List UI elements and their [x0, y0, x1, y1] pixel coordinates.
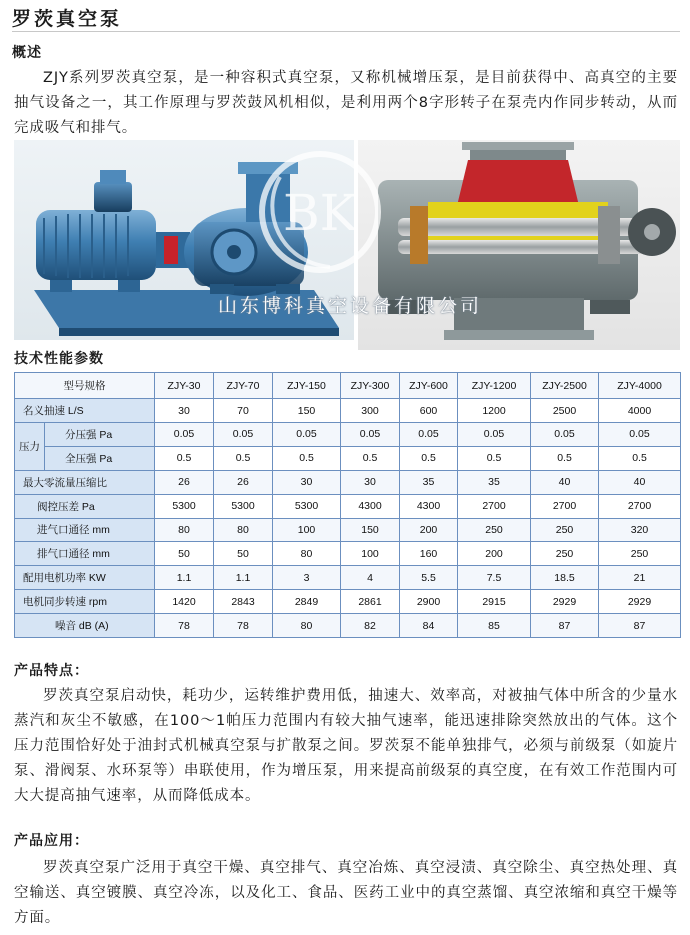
table-row: [15, 590, 681, 614]
table-cell: 80: [155, 518, 214, 542]
table-row: [15, 470, 681, 494]
table-cell: 50: [214, 542, 273, 566]
table-cell: 3: [273, 566, 341, 590]
table-cell: 0.5: [531, 446, 599, 470]
table-cell: 5300: [155, 494, 214, 518]
table-cell: 0.5: [458, 446, 531, 470]
table-cell: 1.1: [214, 566, 273, 590]
table-cell: 0.5: [599, 446, 681, 470]
pump-cutaway-illustration: [358, 140, 680, 350]
table-cell: 200: [400, 518, 458, 542]
spec-table: [14, 372, 681, 638]
header-model: ZJY-2500: [531, 373, 599, 399]
table-cell: 2861: [341, 590, 400, 614]
table-cell: 0.05: [273, 422, 341, 446]
table-cell: 0.5: [214, 446, 273, 470]
table-cell: 1420: [155, 590, 214, 614]
watermark-logo-text: BK: [282, 184, 358, 242]
pressure-group-label: 压力: [15, 422, 45, 470]
table-cell: 40: [599, 470, 681, 494]
row-label: 分压强 Pa: [45, 422, 155, 446]
table-cell: 250: [458, 518, 531, 542]
table-row: [15, 494, 681, 518]
header-model: ZJY-150: [273, 373, 341, 399]
table-cell: 2500: [531, 399, 599, 423]
overview-text: ZJY系列罗茨真空泵，是一种容积式真空泵，又称机械增压泵，是目前获得中、高真空的主要抽气设备之一，其工作原理与罗茨鼓风机相似，是利用两个8字形转子在泵壳内作同步转动，从而完成吸气和排气。: [14, 70, 678, 136]
table-cell: 600: [400, 399, 458, 423]
table-row: [15, 614, 681, 638]
table-cell: 80: [273, 542, 341, 566]
table-cell: 18.5: [531, 566, 599, 590]
row-label: 阀控压差 Pa: [15, 494, 155, 518]
applications-heading: 产品应用：: [14, 833, 89, 849]
table-cell: 78: [155, 614, 214, 638]
header-model: ZJY-30: [155, 373, 214, 399]
table-cell: 82: [341, 614, 400, 638]
table-cell: 0.05: [400, 422, 458, 446]
header-model: ZJY-600: [400, 373, 458, 399]
header-model: ZJY-300: [341, 373, 400, 399]
table-cell: 250: [531, 518, 599, 542]
table-cell: 85: [458, 614, 531, 638]
table-cell: 4300: [341, 494, 400, 518]
table-cell: 5300: [273, 494, 341, 518]
title-divider: [12, 31, 680, 32]
table-cell: 0.5: [155, 446, 214, 470]
table-cell: 78: [214, 614, 273, 638]
table-row: [15, 566, 681, 590]
table-cell: 30: [341, 470, 400, 494]
row-label: 配用电机功率 KW: [15, 566, 155, 590]
table-cell: 84: [400, 614, 458, 638]
table-cell: 200: [458, 542, 531, 566]
company-watermark-text: 山东博科真空设备有限公司: [218, 295, 483, 317]
table-cell: 80: [273, 614, 341, 638]
table-cell: 2929: [531, 590, 599, 614]
row-label: 噪音 dB (A): [15, 614, 155, 638]
table-cell: 2900: [400, 590, 458, 614]
table-cell: 0.05: [599, 422, 681, 446]
table-row: [15, 518, 681, 542]
table-cell: 2700: [458, 494, 531, 518]
table-cell: 4000: [599, 399, 681, 423]
table-cell: 2929: [599, 590, 681, 614]
table-cell: 160: [400, 542, 458, 566]
table-cell: 21: [599, 566, 681, 590]
table-row: [15, 422, 681, 446]
table-cell: 35: [400, 470, 458, 494]
table-cell: 35: [458, 470, 531, 494]
table-cell: 250: [531, 542, 599, 566]
features-heading: 产品特点：: [14, 663, 89, 679]
page-title: 罗茨真空泵: [12, 8, 123, 30]
table-row: [15, 446, 681, 470]
table-cell: 1200: [458, 399, 531, 423]
header-model-label: 型号规格: [15, 373, 155, 399]
table-cell: 0.5: [273, 446, 341, 470]
table-cell: 0.05: [458, 422, 531, 446]
applications-text: 罗茨真空泵广泛用于真空干燥、真空排气、真空冶炼、真空浸渍、真空除尘、真空热处理、真空输送、真空镀膜、真空冷冻，以及化工、食品、医药工业中的真空蒸馏、真空浓缩和真空干燥等方面。: [14, 860, 678, 926]
table-cell: 30: [273, 470, 341, 494]
table-cell: 100: [273, 518, 341, 542]
row-label: 名义抽速 L/S: [15, 399, 155, 423]
pump-cutaway-photo: [358, 140, 680, 350]
table-cell: 0.05: [341, 422, 400, 446]
table-cell: 7.5: [458, 566, 531, 590]
table-cell: 100: [341, 542, 400, 566]
table-cell: 300: [341, 399, 400, 423]
table-header-row: [15, 373, 681, 399]
table-row: [15, 399, 681, 423]
row-label: 最大零流量压缩比: [15, 470, 155, 494]
table-cell: 5300: [214, 494, 273, 518]
specs-heading: 技术性能参数: [14, 351, 104, 367]
table-cell: 150: [273, 399, 341, 423]
table-row: [15, 542, 681, 566]
table-cell: 40: [531, 470, 599, 494]
table-cell: 26: [214, 470, 273, 494]
table-cell: 0.05: [214, 422, 273, 446]
table-cell: 30: [155, 399, 214, 423]
features-text: 罗茨真空泵启动快，耗功少，运转维护费用低，抽速大、效率高，对被抽气体中所含的少量水蒸汽和灰尘不敏感，在100～1帕压力范围内有较大抽气速率，能迅速排除突然放出的气体。这个压力范围恰好处于油封式机械真空泵与扩散泵之间。罗茨泵不能单独排气，必须与前级泵（如旋片泵、滑阀泵、水环泵等）串联使用，作为增压泵，用来提高前级泵的真空度，在有效工作范围内可大大提高抽气速率，从而降低成本。: [14, 688, 678, 804]
header-model: ZJY-70: [214, 373, 273, 399]
table-cell: 2843: [214, 590, 273, 614]
table-cell: 0.05: [531, 422, 599, 446]
table-cell: 320: [599, 518, 681, 542]
table-cell: 150: [341, 518, 400, 542]
table-cell: 87: [531, 614, 599, 638]
table-cell: 87: [599, 614, 681, 638]
table-cell: 50: [155, 542, 214, 566]
table-cell: 0.05: [155, 422, 214, 446]
header-model: ZJY-4000: [599, 373, 681, 399]
table-cell: 1.1: [155, 566, 214, 590]
table-cell: 2849: [273, 590, 341, 614]
row-label: 全压强 Pa: [45, 446, 155, 470]
table-cell: 4300: [400, 494, 458, 518]
overview-heading: 概述: [12, 45, 42, 61]
table-cell: 0.5: [400, 446, 458, 470]
table-cell: 5.5: [400, 566, 458, 590]
table-cell: 2915: [458, 590, 531, 614]
table-cell: 4: [341, 566, 400, 590]
table-cell: 0.5: [341, 446, 400, 470]
table-cell: 250: [599, 542, 681, 566]
table-cell: 2700: [599, 494, 681, 518]
header-model: ZJY-1200: [458, 373, 531, 399]
row-label: 电机同步转速 rpm: [15, 590, 155, 614]
table-cell: 80: [214, 518, 273, 542]
table-cell: 2700: [531, 494, 599, 518]
table-cell: 26: [155, 470, 214, 494]
row-label: 进气口通径 mm: [15, 518, 155, 542]
table-cell: 70: [214, 399, 273, 423]
row-label: 排气口通径 mm: [15, 542, 155, 566]
